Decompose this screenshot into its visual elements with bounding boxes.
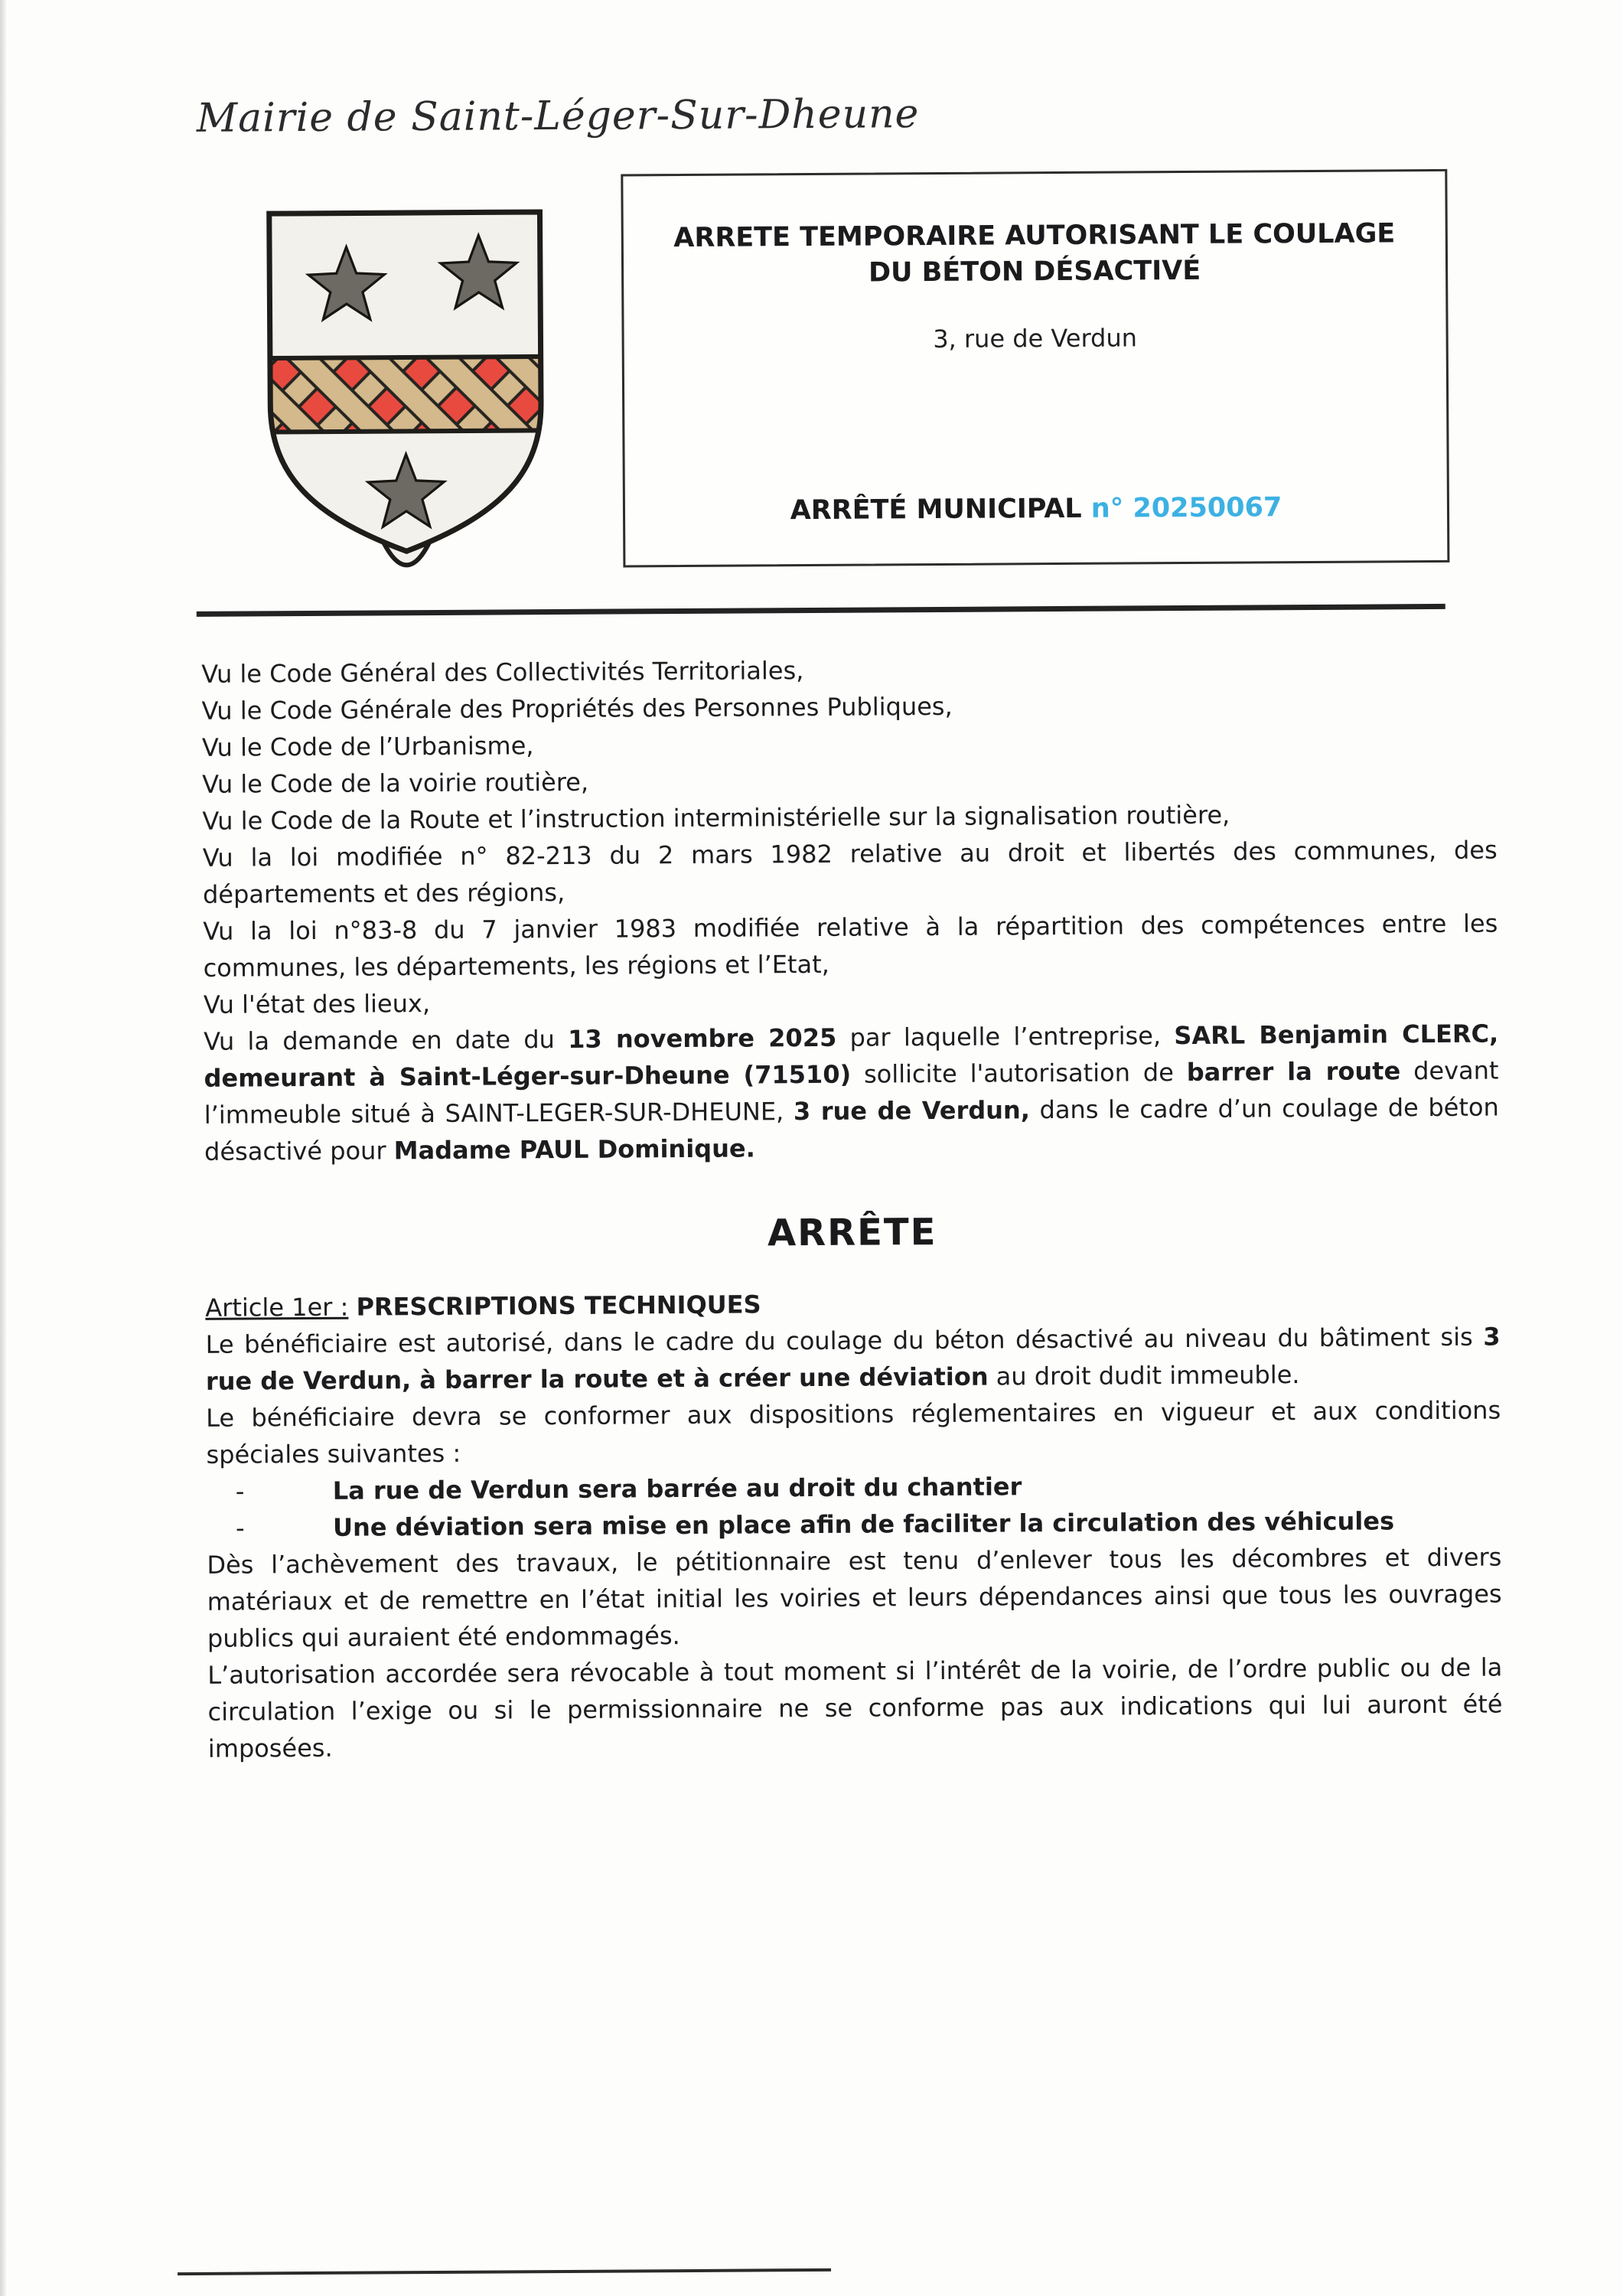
cleanup-paragraph: Dès l’achèvement des travaux, le pétitionnaire est tenu d’enlever tous les décombres et divers matériaux et de remettre en l’état initial les voiries et leurs dépendances ainsi que tous les ouvrages publics qui auraient été endommagés. — [207, 1542, 1502, 1653]
document-body — [201, 648, 1503, 1767]
bullet-dash: - — [235, 1476, 245, 1506]
bullet-dash: - — [235, 1513, 245, 1543]
footer-scan-line — [178, 2268, 831, 2275]
vu-item: Vu l'état des lieux, — [203, 989, 431, 1019]
conditions-intro: Le bénéficiaire devra se conformer aux dispositions réglementaires en vigueur et aux conditions spéciales suivantes : — [206, 1395, 1501, 1469]
vu-item: Vu le Code de l’Urbanisme, — [201, 731, 534, 762]
headerbox-address: 3, rue de Verdun — [933, 323, 1138, 354]
revocation-paragraph: L’autorisation accordée sera révocable à tout moment si l’intérêt de la voirie, de l’ordre public ou de la circulation l’exige ou si le permissionnaire ne se conforme pas aux indications qui lui auront été imposées. — [207, 1652, 1503, 1763]
vu-item: Vu le Code Général des Collectivités Territoriales, — [201, 656, 804, 689]
bullet-text: Une déviation sera mise en place afin de faciliter la circulation des véhicules — [332, 1506, 1395, 1542]
header-divider — [197, 604, 1445, 617]
vu-item: Vu le Code Générale des Propriétés des Personnes Publiques, — [201, 691, 953, 726]
arrete-heading: ARRÊTE — [767, 1210, 937, 1255]
headerbox-title-line1: ARRETE TEMPORAIRE AUTORISANT LE COULAGE — [673, 218, 1396, 254]
header-box — [621, 169, 1449, 568]
vu-item: Vu le Code de la Route et l’instruction interministérielle sur la signalisation routière, — [202, 800, 1230, 836]
arrete-municipal-line: ARRÊTÉ MUNICIPAL n° 20250067 — [790, 492, 1282, 527]
headerbox-title-line2: DU BÉTON DÉSACTIVÉ — [868, 255, 1201, 289]
article1-heading: Article 1er : PRESCRIPTIONS TECHNIQUES — [205, 1290, 761, 1322]
commune-title: Mairie de Saint-Léger-Sur-Dheune — [196, 91, 920, 142]
bullet-text: La rue de Verdun sera barrée au droit du chantier — [332, 1472, 1022, 1505]
article1-body: Le bénéficiaire est autorisé, dans le cadre du coulage du béton désactivé au niveau du bâtiment sis 3 rue de Verdun, à barrer la route et à créer une déviation au droit dudit immeuble. — [205, 1322, 1501, 1396]
demande-paragraph: Vu la demande en date du 13 novembre 2025 par laquelle l’entreprise, SARL Benjamin CLERC, demeurant à Saint-Léger-sur-Dheune (71510) sollicite l'autorisation de barrer la route devant l’immeuble situé à SAINT-LEGER-SUR-DHEUNE, 3 rue de Verdun, dans le cadre d’un coulage de béton désactivé pour Madame PAUL Dominique. — [204, 1019, 1499, 1166]
vu-item: Vu la loi modifiée n° 82-213 du 2 mars 1982 relative au droit et libertés des communes, des départements et des régions, — [202, 835, 1498, 909]
vu-item: Vu la loi n°83-8 du 7 janvier 1983 modifiée relative à la répartition des compétences entre les communes, les départements, les régions et l’Etat, — [203, 908, 1498, 983]
vu-item: Vu le Code de la voirie routière, — [202, 767, 589, 799]
coat-of-arms-icon — [247, 196, 563, 592]
